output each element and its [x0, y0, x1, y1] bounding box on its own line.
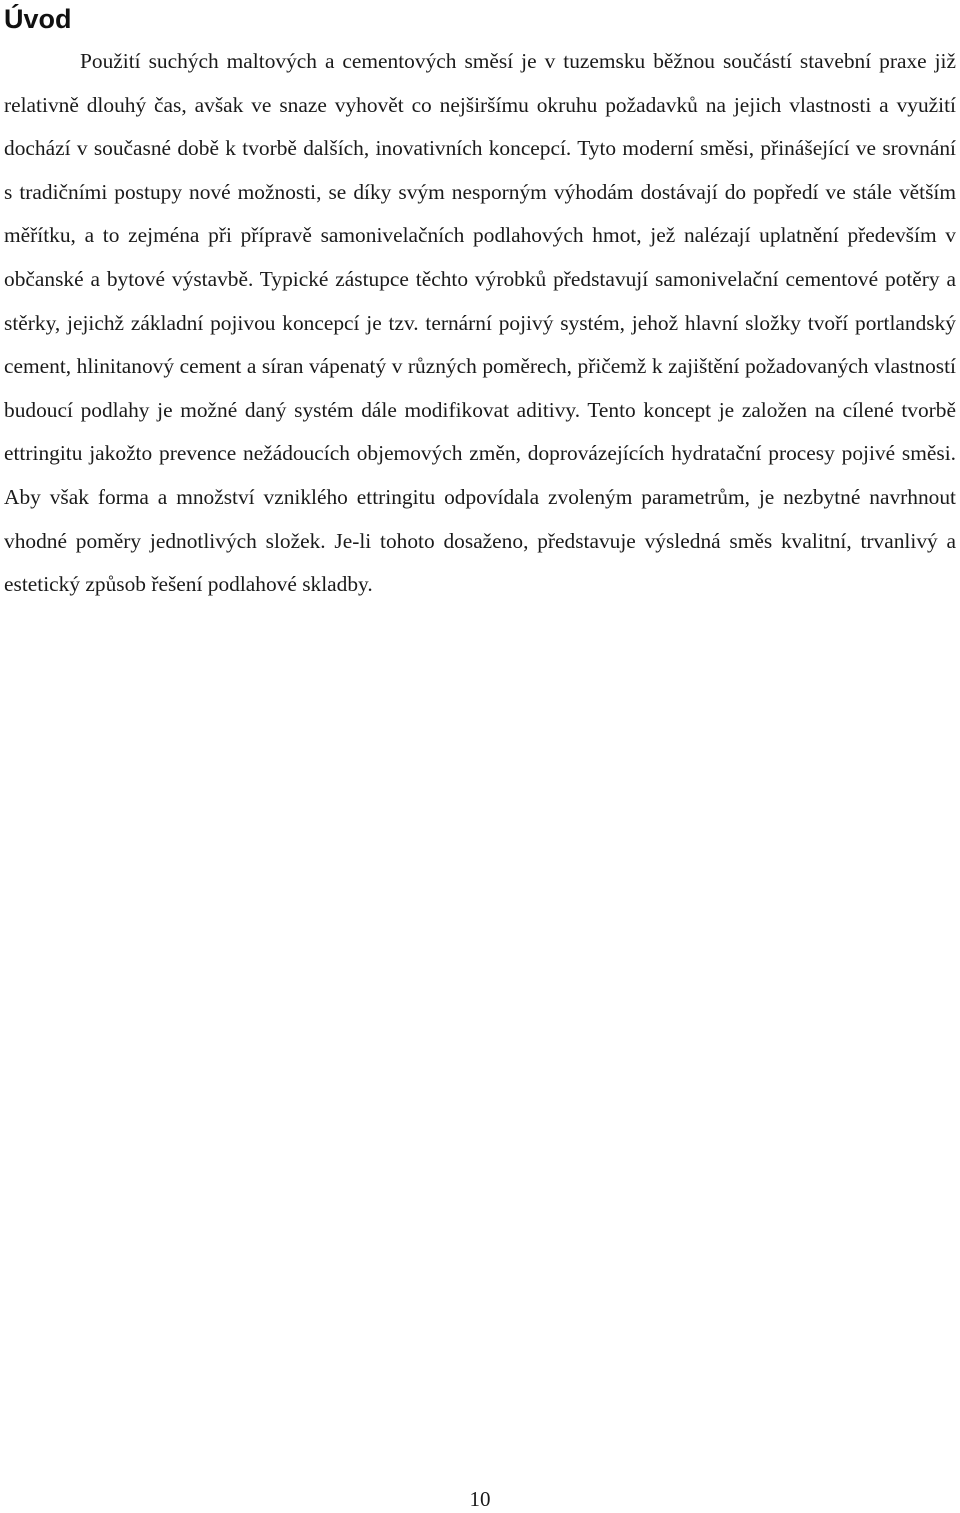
section-heading: Úvod — [4, 4, 72, 34]
page-number: 10 — [469, 1487, 491, 1511]
body-paragraph: Použití suchých maltových a cementových směsí je v tuzemsku běžnou součástí stavební praxe již relativně dlouhý čas, avšak ve snaze vyhovět co nejširšímu okruhu požadavků na jejich vlastnosti a využití dochází v současné době k tvorbě dalších, inovativních koncepcí. Tyto moderní směsi, přinášející ve srovnání s tradičními postupy nové možnosti, se díky svým nesporným výhodám dostávají do popředí ve stále větším měřítku, a to zejména při přípravě samonivelačních podlahových hmot, jež nalézají uplatnění především v občanské a bytové výstavbě. Typické zástupce těchto výrobků představují samonivelační cementové potěry a stěrky, jejichž základní pojivou koncepcí je tzv. ternární pojivý systém, jehož hlavní složky tvoří portlandský cement, hlinitanový cement a síran vápenatý v různých poměrech, přičemž k zajištění požadovaných vlastností budoucí podlahy je možné daný systém dále modifikovat aditivy. Tento koncept je založen na cílené tvorbě ettringitu jakožto prevence nežádoucích objemových změn, doprovázejících hydratační procesy pojivé směsi. Aby však forma a množství vzniklého ettringitu odpovídala zvoleným parametrům, je nezbytné navrhnout vhodné poměry jednotlivých složek. Je-li tohoto dosaženo, představuje výsledná směs kvalitní, trvanlivý a estetický způsob řešení podlahové skladby. — [4, 49, 956, 597]
